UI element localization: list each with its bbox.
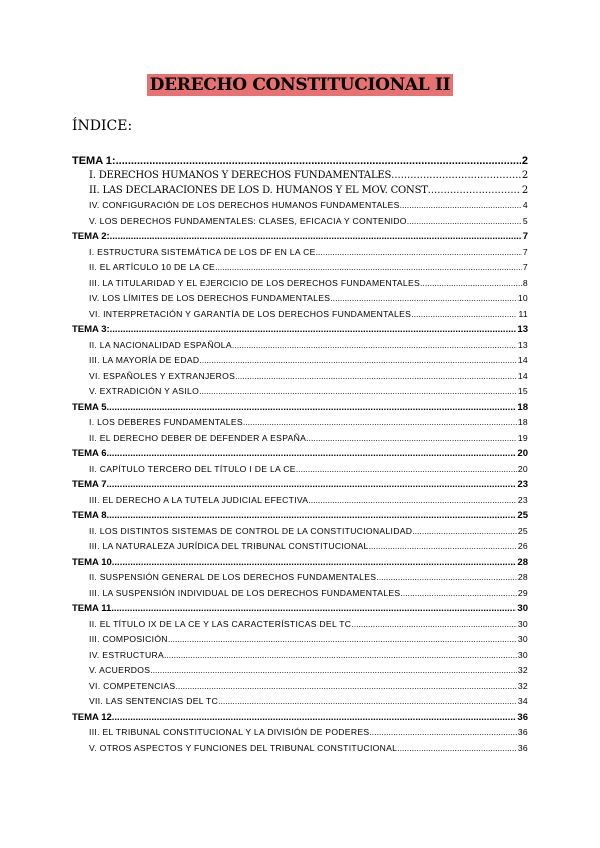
toc-page-number: 2: [521, 185, 528, 196]
toc-chapter-entry[interactable]: [72, 448, 528, 464]
toc-entry-label: II. EL ARTÍCULO 10 DE LA CE: [89, 262, 216, 272]
toc-section-entry[interactable]: [72, 200, 528, 216]
toc-section-entry[interactable]: [72, 262, 528, 278]
toc-section-entry[interactable]: [72, 278, 528, 294]
toc-entry-label: TEMA 1:: [72, 155, 116, 167]
toc-leader-dots: [369, 541, 517, 551]
toc-leader-dots: [235, 371, 517, 381]
toc-entry-label: III. EL DERECHO A LA TUTELA JUDICIAL EFECTIVA: [89, 494, 309, 505]
toc-page-number: 2: [521, 155, 528, 167]
title-container: [0, 74, 600, 96]
toc-chapter-entry[interactable]: [72, 557, 528, 573]
toc-leader-dots: [330, 293, 517, 303]
toc-section-entry[interactable]: [72, 355, 528, 371]
toc-entry-label: IV. CONFIGURACIÓN DE LOS DERECHOS HUMANOS FUNDAMENTALES: [89, 200, 400, 210]
toc-entry-label: TEMA 10: [72, 556, 112, 568]
toc-chapter-entry[interactable]: [72, 603, 528, 619]
toc-page-number: 20: [517, 448, 528, 459]
toc-page-number: 30: [517, 603, 528, 614]
toc-page-number: 8: [522, 277, 528, 288]
toc-section-entry[interactable]: [72, 340, 528, 356]
toc-leader-dots: [150, 665, 517, 675]
toc-entry-label: VI. ESPAÑOLES Y EXTRANJEROS: [89, 370, 236, 381]
toc-leader-dots: [407, 216, 522, 226]
toc-leader-dots: [316, 247, 522, 257]
toc-page-number: 30: [517, 649, 528, 660]
toc-section-entry[interactable]: [72, 665, 528, 681]
toc-section-entry[interactable]: [72, 743, 528, 759]
toc-section-entry[interactable]: [72, 650, 528, 666]
toc-page-number: 7: [522, 246, 528, 257]
toc-entry-label: VII. LAS SENTENCIAS DEL TC: [89, 696, 219, 706]
toc-entry-label: V. EXTRADICIÓN Y ASILO: [89, 386, 200, 396]
toc-leader-dots: [412, 526, 517, 536]
toc-leader-dots: [164, 650, 517, 660]
toc-chapter-entry[interactable]: [72, 231, 528, 247]
toc-entry-label: V. ACUERDOS: [89, 665, 151, 675]
toc-page-number: 5: [522, 215, 528, 226]
toc-section-entry[interactable]: [72, 170, 528, 185]
toc-entry-label: II. EL DERECHO DEBER DE DEFENDER A ESPAÑA: [89, 432, 307, 443]
toc-entry-label: III. LA SUSPENSIÓN INDIVIDUAL DE LOS DERECHOS FUNDAMENTALES: [89, 587, 401, 598]
toc-entry-label: TEMA 7: [72, 479, 107, 490]
toc-entry-label: VI. COMPETENCIAS: [89, 680, 176, 691]
toc-section-entry[interactable]: [72, 386, 528, 402]
toc-entry-label: II. SUSPENSIÓN GENERAL DE LOS DERECHOS FUNDAMENTALES: [89, 572, 377, 582]
toc-page-number: 15: [517, 386, 528, 396]
toc-entry-label: TEMA 2:: [72, 231, 110, 242]
toc-entry-label: IV. LOS LÍMITES DE LOS DERECHOS FUNDAMENTALES: [89, 293, 331, 303]
toc-entry-label: III. EL TRIBUNAL CONSTITUCIONAL Y LA DIVISIÓN DE PODERES: [89, 727, 370, 737]
toc-page-number: 36: [517, 742, 528, 753]
toc-section-entry[interactable]: [72, 541, 528, 557]
toc-leader-dots: [218, 696, 517, 706]
document-title: DERECHO CONSTITUCIONAL II: [147, 74, 454, 96]
toc-section-entry[interactable]: [72, 526, 528, 542]
toc-entry-label: III. LA TITULARIDAD Y EL EJERCICIO DE LOS DERECHOS FUNDAMENTALES: [89, 277, 421, 288]
toc-page-number: 11: [518, 308, 528, 319]
toc-entry-label: II. LOS DISTINTOS SISTEMAS DE CONTROL DE LA CONSTITUCIONALIDAD: [89, 525, 413, 536]
toc-entry-label: IV. ESTRUCTURA: [89, 649, 165, 660]
toc-page-number: 28: [517, 556, 528, 568]
toc-section-entry[interactable]: [72, 727, 528, 743]
toc-section-entry[interactable]: [72, 634, 528, 650]
toc-page-number: 30: [517, 634, 528, 644]
toc-entry-label: II. LA NACIONALIDAD ESPAÑOLA: [89, 339, 232, 350]
toc-section-entry[interactable]: [72, 681, 528, 697]
toc-entry-label: I. DERECHOS HUMANOS Y DERECHOS FUNDAMENTALES: [89, 170, 392, 181]
toc-page-number: 25: [517, 510, 528, 521]
toc-chapter-entry[interactable]: [72, 510, 528, 526]
toc-section-entry[interactable]: [72, 309, 528, 325]
toc-leader-dots: [215, 262, 522, 272]
toc-leader-dots: [428, 185, 521, 196]
toc-leader-dots: [106, 510, 516, 521]
toc-leader-dots: [168, 634, 517, 644]
toc-page-number: 23: [517, 479, 528, 490]
toc-entry-label: II. EL TÍTULO IX DE LA CE Y LAS CARACTERÍSTICAS DEL TC: [89, 618, 352, 629]
toc-leader-dots: [243, 417, 517, 427]
toc-section-entry[interactable]: [72, 247, 528, 263]
toc-section-entry[interactable]: [72, 572, 528, 588]
toc-leader-dots: [420, 278, 522, 288]
toc-page-number: 18: [517, 401, 528, 413]
toc-section-entry[interactable]: [72, 433, 528, 449]
toc-entry-label: V. LOS DERECHOS FUNDAMENTALES: CLASES, EFICACIA Y CONTENIDO: [89, 215, 407, 226]
toc-leader-dots: [175, 681, 516, 691]
toc-section-entry[interactable]: [72, 495, 528, 511]
toc-leader-dots: [112, 712, 517, 723]
toc-page-number: 34: [517, 696, 528, 706]
toc-leader-dots: [411, 309, 517, 319]
toc-page-number: 25: [517, 525, 528, 536]
toc-leader-dots: [376, 572, 517, 582]
toc-leader-dots: [110, 324, 517, 335]
toc-page-number: 2: [521, 170, 528, 181]
toc-entry-label: II. LAS DECLARACIONES DE LOS D. HUMANOS Y EL MOV. CONST: [89, 185, 428, 196]
toc-chapter-entry[interactable]: [72, 479, 528, 495]
toc-page-number: 32: [517, 680, 528, 691]
toc-page-number: 36: [517, 727, 528, 737]
toc-section-entry[interactable]: [72, 696, 528, 712]
toc-leader-dots: [397, 743, 517, 753]
toc-page-number: 20: [517, 463, 528, 474]
toc-leader-dots: [306, 433, 517, 443]
toc-section-entry[interactable]: [72, 464, 528, 480]
toc-leader-dots: [400, 588, 516, 598]
toc-leader-dots: [106, 448, 516, 459]
toc-entry-label: V. OTROS ASPECTOS Y FUNCIONES DEL TRIBUNAL CONSTITUCIONAL: [89, 742, 398, 753]
toc-leader-dots: [391, 170, 521, 181]
toc-leader-dots: [351, 619, 517, 629]
table-of-contents: [72, 155, 528, 758]
toc-entry-label: I. ESTRUCTURA SISTEMÁTICA DE LOS DF EN LA CE: [89, 246, 316, 257]
toc-leader-dots: [110, 231, 522, 242]
toc-leader-dots: [369, 727, 516, 737]
toc-page-number: 14: [517, 355, 528, 365]
toc-page-number: 26: [517, 541, 528, 551]
toc-section-entry[interactable]: [72, 216, 528, 232]
toc-page-number: 10: [517, 293, 528, 303]
toc-chapter-entry[interactable]: [72, 402, 528, 418]
toc-leader-dots: [232, 340, 517, 350]
toc-entry-label: TEMA 6: [72, 448, 107, 459]
toc-leader-dots: [106, 402, 516, 413]
toc-page-number: 7: [522, 262, 528, 272]
toc-page-number: 14: [517, 370, 528, 381]
toc-page-number: 23: [517, 494, 528, 505]
toc-page-number: 36: [517, 711, 528, 723]
toc-entry-label: TEMA 11: [72, 603, 112, 614]
toc-entry-label: II. CAPÍTULO TERCERO DEL TÍTULO I DE LA CE: [89, 463, 296, 474]
toc-section-entry[interactable]: [72, 293, 528, 309]
toc-leader-dots: [106, 479, 516, 490]
toc-page-number: 29: [517, 587, 528, 598]
toc-entry-label: TEMA 5: [72, 401, 107, 413]
toc-chapter-entry[interactable]: [72, 712, 528, 728]
toc-leader-dots: [199, 386, 517, 396]
toc-leader-dots: [400, 200, 522, 210]
toc-entry-label: III. LA MAYORÍA DE EDAD: [89, 355, 200, 365]
toc-section-entry[interactable]: [72, 185, 528, 200]
toc-section-entry[interactable]: [72, 417, 528, 433]
toc-leader-dots: [199, 355, 516, 365]
toc-page-number: 13: [517, 339, 528, 350]
toc-entry-label: III. COMPOSICIÓN: [89, 634, 168, 644]
toc-entry-label: TEMA 8: [72, 510, 107, 521]
toc-section-entry[interactable]: [72, 588, 528, 604]
toc-entry-label: VI. INTERPRETACIÓN Y GARANTÍA DE LOS DERECHOS FUNDAMENTALES: [89, 308, 412, 319]
index-heading: ÍNDICE:: [72, 118, 133, 134]
toc-page-number: 19: [517, 432, 528, 443]
toc-page-number: 32: [517, 665, 528, 675]
toc-page-number: 28: [517, 572, 528, 582]
toc-page-number: 13: [517, 324, 528, 335]
toc-page-number: 30: [517, 618, 528, 629]
toc-chapter-entry[interactable]: [72, 324, 528, 340]
toc-leader-dots: [296, 464, 517, 474]
toc-leader-dots: [308, 495, 516, 505]
toc-entry-label: I. LOS DEBERES FUNDAMENTALES: [89, 417, 243, 427]
toc-leader-dots: [116, 155, 521, 167]
toc-page-number: 7: [522, 231, 528, 242]
toc-leader-dots: [112, 557, 517, 568]
toc-page-number: 4: [522, 200, 528, 210]
toc-leader-dots: [111, 603, 516, 614]
toc-chapter-entry[interactable]: [72, 155, 528, 170]
toc-section-entry[interactable]: [72, 619, 528, 635]
toc-entry-label: TEMA 12: [72, 711, 112, 723]
toc-entry-label: TEMA 3:: [72, 324, 110, 335]
toc-section-entry[interactable]: [72, 371, 528, 387]
toc-entry-label: III. LA NATURALEZA JURÍDICA DEL TRIBUNAL CONSTITUCIONAL: [89, 541, 369, 551]
toc-page-number: 18: [517, 417, 528, 427]
